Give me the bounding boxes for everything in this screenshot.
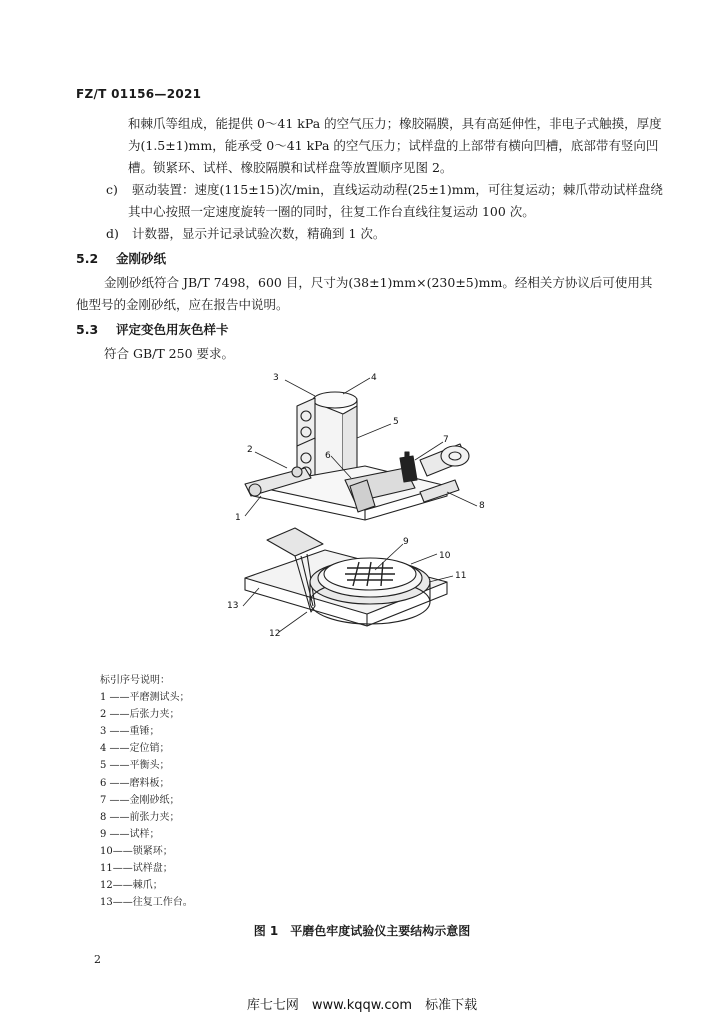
legend-item: 5 ——平衡头；	[100, 760, 170, 772]
callout-1: 1	[235, 513, 241, 523]
callout-4: 4	[371, 373, 377, 383]
callout-6: 6	[325, 451, 331, 461]
legend-item: 8 ——前张力夹；	[100, 811, 180, 823]
list-item-c-line-2: 其中心按照一定速度旋转一圈的同时，往复工作台直线往复运动 100 次。	[128, 204, 535, 219]
callout-13: 13	[227, 601, 239, 611]
callout-7: 7	[443, 435, 449, 445]
legend-item: 7 ——金刚砂纸；	[100, 794, 180, 806]
list-item-c-line-1: 驱动装置：速度(115±15)次/min，直线运动动程(25±1)mm，可往复运动；棘爪带动试样盘绕	[132, 182, 663, 197]
section-title: 金刚砂纸	[116, 251, 167, 266]
paragraph-line-2: 为(1.5±1)mm，能承受 0～41 kPa 的空气压力；试样盘的上部带有横向凹槽，底部带有竖向凹	[128, 138, 659, 153]
callout-10: 10	[439, 551, 451, 561]
list-item-c	[106, 179, 663, 201]
legend-item: 3 ——重锤；	[100, 726, 160, 738]
callout-3: 3	[273, 373, 279, 383]
site-footer-watermark: 库七七网 www.kqqw.com 标准下载	[246, 998, 478, 1013]
callout-11: 11	[455, 571, 467, 581]
section-title: 评定变色用灰色样卡	[116, 322, 229, 337]
callout-9: 9	[403, 537, 409, 547]
section-5-2-line-2: 他型号的金刚砂纸，应在报告中说明。	[76, 297, 289, 312]
legend-item: 4 ——定位销；	[100, 743, 170, 755]
legend-item: 10——锁紧环；	[100, 845, 173, 857]
page-number: 2	[94, 953, 101, 966]
legend-item: 6 ——磨料板；	[100, 777, 170, 789]
section-heading-5-2	[76, 249, 166, 267]
paragraph-line-3: 槽。锁紧环、试样、橡胶隔膜和试样盘等放置顺序见图 2。	[128, 160, 453, 175]
section-5-2-line-1: 金刚砂纸符合 JB/T 7498，600 目，尺寸为(38±1)mm×(230±5)mm。经相关方协议后可使用其	[104, 275, 653, 290]
section-number: 5.2	[76, 251, 99, 266]
standard-code-header: FZ/T 01156—2021	[76, 87, 202, 101]
legend-item: 11——试样盘；	[100, 863, 173, 875]
legend-title: 标引序号说明：	[100, 675, 170, 686]
section-number: 5.3	[76, 322, 99, 337]
callout-5: 5	[393, 417, 399, 427]
figure-legend	[100, 672, 193, 911]
list-label-d: d)	[106, 226, 119, 241]
legend-item: 2 ——后张力夹；	[100, 709, 180, 721]
list-item-d-text: 计数器，显示并记录试验次数，精确到 1 次。	[132, 226, 386, 241]
callout-2: 2	[247, 445, 253, 455]
list-label-c: c)	[106, 182, 118, 197]
paragraph-line-1: 和棘爪等组成，能提供 0～41 kPa 的空气压力；橡胶隔膜，具有高延伸性，非电子式触摸，厚度	[128, 116, 662, 131]
apparatus-figure	[215, 368, 505, 643]
legend-item: 9 ——试样；	[100, 828, 160, 840]
legend-item: 12——棘爪；	[100, 880, 163, 892]
list-item-d	[106, 223, 385, 245]
callout-8: 8	[479, 501, 485, 511]
callout-12: 12	[269, 629, 281, 639]
legend-item: 13——往复工作台。	[100, 897, 193, 909]
legend-item: 1 ——平磨测试头；	[100, 692, 190, 704]
section-heading-5-3	[76, 320, 229, 338]
section-5-3-text: 符合 GB/T 250 要求。	[104, 346, 234, 361]
figure-caption: 图 1 平磨色牢度试验仪主要结构示意图	[253, 924, 471, 938]
